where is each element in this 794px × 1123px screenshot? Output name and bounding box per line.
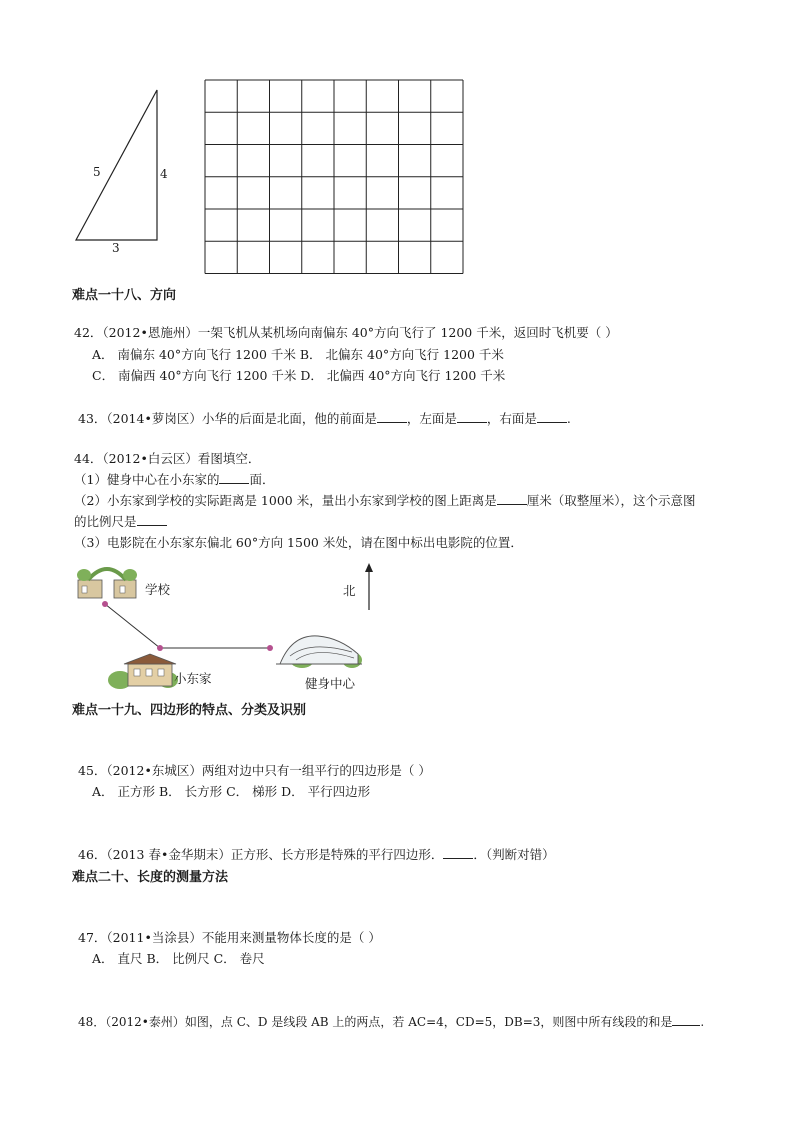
question-44-stem: 44．（2012•白云区）看图填空． bbox=[74, 451, 261, 466]
question-45-options: A． 正方形 B． 长方形 C． 梯形 D． 平行四边形 bbox=[92, 784, 371, 799]
section-title-quadrilateral: 难点一十九、四边形的特点、分类及识别 bbox=[72, 703, 307, 718]
question-48 bbox=[78, 1013, 704, 1030]
north-arrow-head bbox=[365, 563, 373, 572]
triangle-label-height: 4 bbox=[160, 167, 168, 181]
gym-point bbox=[267, 645, 273, 651]
question-44-part-1 bbox=[74, 470, 274, 488]
school-gate-icon bbox=[77, 569, 137, 598]
q46-text-2: ．（判断对错） bbox=[473, 847, 555, 862]
q48-text-1: 48．（2012•泰州）如图，点 C、D 是线段 AB 上的两点，若 AC=4，CD=5，DB=3，则图中所有线段的和是 bbox=[78, 1015, 673, 1029]
q44-blank-direction[interactable] bbox=[219, 471, 249, 484]
q48-text-2: . bbox=[700, 1015, 705, 1029]
question-44-part-2 bbox=[74, 491, 695, 509]
q48-blank-sum[interactable] bbox=[672, 1013, 700, 1026]
section-title-length-measure: 难点二十、长度的测量方法 bbox=[72, 870, 229, 885]
map-label-school: 学校 bbox=[145, 582, 171, 597]
question-42-stem: 42．（2012•恩施州）一架飞机从某机场向南偏东 40°方向飞行了 1200 千米，返回时飞机要（ ） bbox=[74, 325, 618, 340]
question-47-stem: 47．（2011•当涂县）不能用来测量物体长度的是（ ） bbox=[78, 930, 381, 945]
question-43 bbox=[78, 409, 571, 427]
home-point bbox=[157, 645, 163, 651]
question-44-part-2-cont bbox=[74, 512, 167, 530]
triangle-shape bbox=[76, 90, 157, 240]
map-label-home: 小东家 bbox=[174, 671, 212, 686]
q44-s1-text-a: （1）健身中心在小东家的 bbox=[74, 472, 220, 487]
question-46 bbox=[78, 845, 555, 863]
q44-s2-text-a: （2）小东家到学校的实际距离是 1000 米，量出小东家到学校的图上距离是 bbox=[74, 493, 497, 508]
q43-text-1: 43．（2014•萝岗区）小华的后面是北面，他的前面是 bbox=[78, 411, 377, 426]
q44-s2-text-c: 的比例尺是 bbox=[74, 514, 137, 529]
map-label-north: 北 bbox=[343, 583, 356, 598]
section-title-direction: 难点一十八、方向 bbox=[72, 288, 177, 303]
q44-blank-scale[interactable] bbox=[137, 513, 167, 526]
q44-blank-distance[interactable] bbox=[497, 492, 527, 505]
gym-stadium-icon bbox=[276, 636, 362, 668]
question-47-options: A． 直尺 B． 比例尺 C． 卷尺 bbox=[92, 951, 265, 966]
triangle-label-hypotenuse: 5 bbox=[93, 165, 101, 179]
question-42-options-ab: A． 南偏东 40°方向飞行 1200 千米 B． 北偏东 40°方向飞行 1200 千米 bbox=[92, 347, 504, 362]
question-45-stem: 45．（2012•东城区）两组对边中只有一组平行的四边形是（ ） bbox=[78, 763, 431, 778]
q46-text-1: 46．（2013 春•金华期末）正方形、长方形是特殊的平行四边形． bbox=[78, 847, 444, 862]
q43-text-4: . bbox=[566, 411, 571, 426]
question-44-part-3: （3）电影院在小东家东偏北 60°方向 1500 米处，请在图中标出电影院的位置． bbox=[74, 535, 523, 550]
question-42-options-cd: C． 南偏西 40°方向飞行 1200 千米 D． 北偏西 40°方向飞行 1200 千米 bbox=[92, 368, 506, 383]
square-grid bbox=[204, 79, 466, 276]
q46-blank-judge[interactable] bbox=[443, 846, 473, 859]
q43-blank-front[interactable] bbox=[377, 410, 407, 423]
q43-text-3: ，右面是 bbox=[486, 411, 537, 426]
route-school-to-home bbox=[105, 604, 160, 648]
q43-blank-right[interactable] bbox=[537, 410, 567, 423]
house-icon bbox=[108, 654, 178, 689]
q43-text-2: ，左面是 bbox=[406, 411, 457, 426]
school-point bbox=[102, 601, 108, 607]
triangle-label-base: 3 bbox=[112, 241, 120, 255]
q44-s2-text-b: 厘米（取整厘米），这个示意图 bbox=[526, 493, 696, 508]
q43-blank-left[interactable] bbox=[457, 410, 487, 423]
map-label-gym: 健身中心 bbox=[305, 676, 356, 691]
q44-s1-text-b: 面． bbox=[249, 472, 275, 487]
